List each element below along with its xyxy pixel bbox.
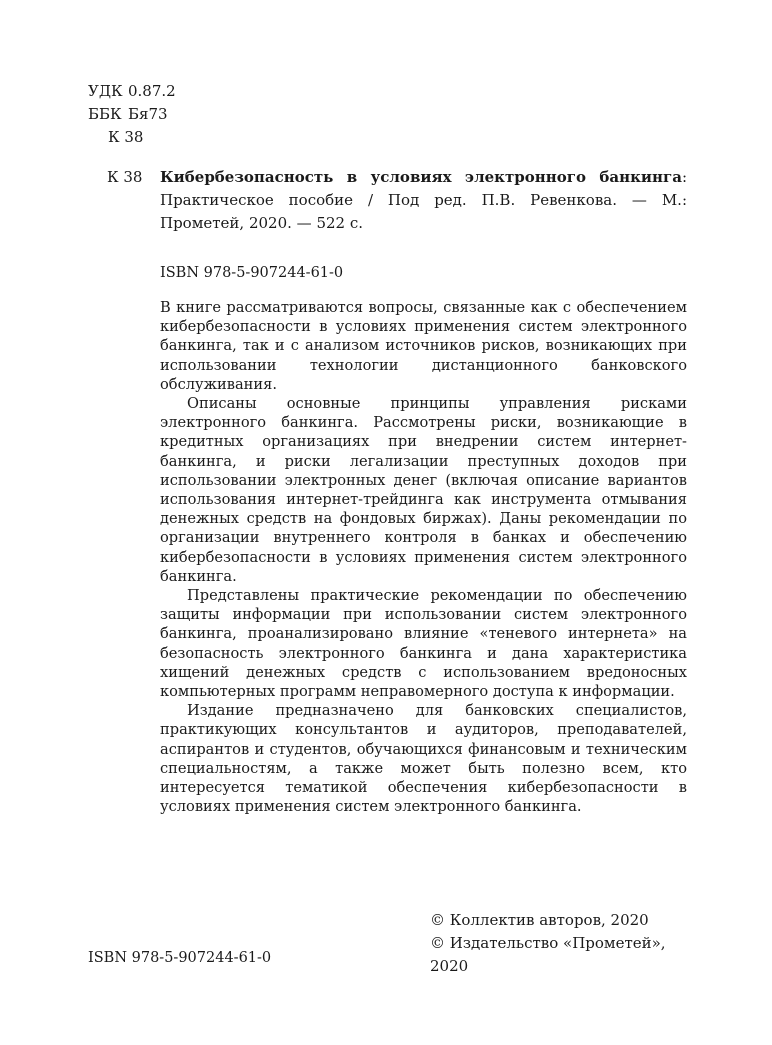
- classification-block: [88, 80, 176, 149]
- author-mark: К 38: [108, 128, 144, 146]
- bbk-label: ББК: [88, 105, 122, 123]
- copyright-year: 2020: [430, 957, 469, 975]
- copyright-authors: © Коллектив авторов, 2020: [430, 911, 649, 929]
- bbk-row: [88, 103, 176, 126]
- bibliographic-record: [107, 166, 687, 235]
- bibliographic-text: [160, 166, 687, 235]
- abstract-paragraph: Представлены практические рекомендации по обеспечению защиты информации при использовании систем электронного банкинга, проанализировано влияние «теневого интернета» на безопасность электронного банкинга и дана характеристика хищений денежных средств с использованием вредоносных компьютерных программ неправомерного доступа к информации.: [160, 587, 687, 701]
- udk-label: УДК: [88, 82, 123, 100]
- isbn-bottom: ISBN 978-5-907244-61-0: [88, 950, 272, 966]
- copyright-publisher: © Издательство «Прометей»,: [430, 934, 666, 952]
- book-title: Кибербезопасность в условиях электронного банкинга: [160, 168, 682, 186]
- abstract-paragraph: В книге рассматриваются вопросы, связанные как с обеспечением кибербезопасности в условиях применения систем электронного банкинга, так и с анализом источников рисков, возникающих при использовании технологии дистанционного банковского обслуживания.: [160, 299, 687, 393]
- bbk-value: Бя73: [128, 105, 168, 123]
- author-mark-row: [88, 126, 176, 149]
- isbn-top: ISBN 978-5-907244-61-0: [160, 265, 344, 281]
- abstract-paragraph: Издание предназначено для банковских специалистов, практикующих консультантов и аудиторов, преподавателей, аспирантов и студентов, обучающихся финансовым и техническим специальностям, а также может быть полезно всем, кто интересуется тематикой обеспечения кибербезопасности в условиях применения систем электронного банкинга.: [160, 702, 687, 816]
- bibliographic-details: : Практическое пособие / Под ред. П.В. Ревенкова. — М.: Прометей, 2020. — 522 с.: [160, 168, 687, 232]
- udk-value: 0.87.2: [128, 82, 176, 100]
- bibliographic-code: К 38: [107, 168, 143, 186]
- abstract: [160, 298, 687, 816]
- abstract-paragraph: Описаны основные принципы управления рисками электронного банкинга. Рассмотрены риски, возникающие в кредитных организациях при внедрении систем интернет-банкинга, и риски легализации преступных доходов при использовании электронных денег (включая описание вариантов использования интернет-трейдинга как инструмента отмывания денежных средств на фондовых биржах). Даны рекомендации по организации внутреннего контроля в банках и обеспечению кибербезопасности в условиях применения систем электронного банкинга.: [160, 395, 687, 585]
- copyright-block: [430, 909, 666, 978]
- udk-row: [88, 80, 176, 103]
